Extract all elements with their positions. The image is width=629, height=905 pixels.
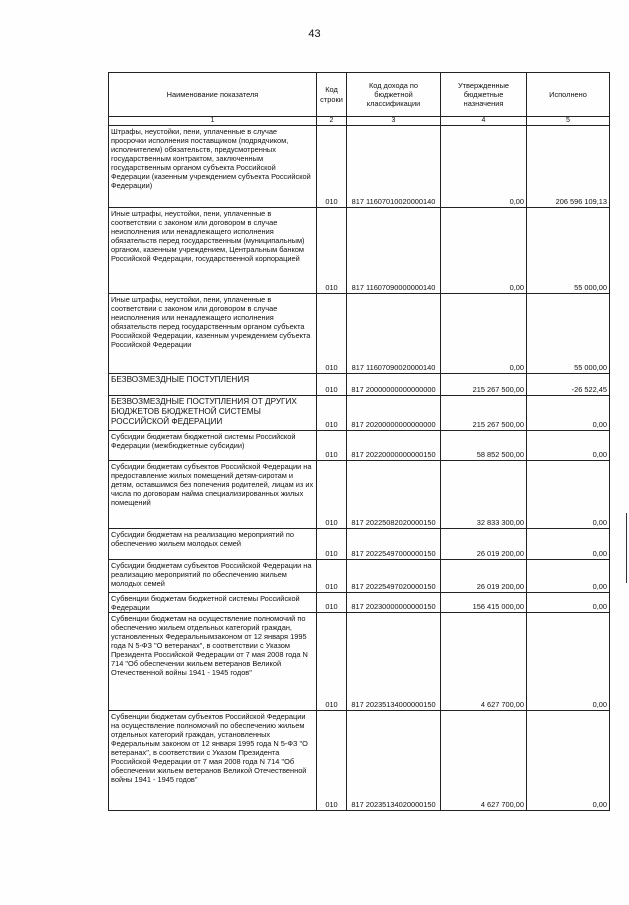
row-approved-amount: 0,00 — [441, 126, 527, 208]
row-income-code: 817 20225497000000150 — [347, 529, 441, 560]
row-income-code: 817 11607090020000140 — [347, 294, 441, 374]
row-name: Субвенции бюджетам на осуществление полномочий по обеспечению жильем отдельных категорий граждан, установленных Федеральнымзаконом от 12 января 1995 года N 5-ФЗ "О ветеранах", в соответствии с Указом Президента Российской Федерации от 7 мая 2008 года N 714 "Об обеспечении жильем ветеранов Великой Отечественной войны 1941 - 1945 годов" — [109, 613, 317, 711]
row-executed-amount: 0,00 — [527, 613, 610, 711]
row-income-code: 817 20220000000000150 — [347, 431, 441, 461]
row-executed-amount: 0,00 — [527, 560, 610, 593]
table-body — [109, 117, 610, 811]
row-name: Штрафы, неустойки, пени, уплаченные в случае просрочки исполнения поставщиком (подрядчиком, исполнителем) обязательств, предусмотренных государственным контрактом, заключенным государственным органом субъекта Российской Федерации (казенным учреждением субъекта Российской Федерации) — [109, 126, 317, 208]
row-executed-amount: 0,00 — [527, 711, 610, 811]
table-row — [109, 431, 610, 461]
row-executed-amount: -26 522,45 — [527, 374, 610, 396]
page-number: 43 — [308, 28, 321, 40]
budget-report-table — [108, 72, 610, 811]
row-line-code: 010 — [317, 126, 347, 208]
table-row — [109, 613, 610, 711]
table-row — [109, 593, 610, 613]
row-name: БЕЗВОЗМЕЗДНЫЕ ПОСТУПЛЕНИЯ — [109, 374, 317, 396]
row-name: Субсидии бюджетам субъектов Российской Федерации на предоставление жилых помещений детям-сиротам и детям, оставшимся без попечения родителей, лицам из их числа по договорам найма специализированных жилых помещений — [109, 461, 317, 529]
row-approved-amount: 215 267 500,00 — [441, 396, 527, 431]
table-row — [109, 560, 610, 593]
row-line-code: 010 — [317, 431, 347, 461]
row-name: Субвенции бюджетам бюджетной системы Российской Федерации — [109, 593, 317, 613]
row-executed-amount: 0,00 — [527, 431, 610, 461]
row-name: БЕЗВОЗМЕЗДНЫЕ ПОСТУПЛЕНИЯ ОТ ДРУГИХ БЮДЖЕТОВ БЮДЖЕТНОЙ СИСТЕМЫ РОССИЙСКОЙ ФЕДЕРАЦИИ — [109, 396, 317, 431]
table-row — [109, 374, 610, 396]
row-income-code: 817 20225082020000150 — [347, 461, 441, 529]
row-income-code: 817 20230000000000150 — [347, 593, 441, 613]
row-income-code: 817 20200000000000000 — [347, 396, 441, 431]
row-name: Субвенции бюджетам субъектов Российской Федерации на осуществление полномочий по обеспечению жильем отдельных категорий граждан, установленных Федеральным законом от 12 января 1995 года N 5-ФЗ "О ветеранах", в соответствии с Указом Президента Российской Федерации от 7 мая 2008 года N 714 "Об обеспечении жильем ветеранов Великой Отечественной войны 1941 - 1945 годов" — [109, 711, 317, 811]
row-executed-amount: 55 000,00 — [527, 294, 610, 374]
margin-scan-mark — [626, 513, 627, 583]
column-number-row — [109, 117, 610, 126]
row-income-code: 817 11607010020000140 — [347, 126, 441, 208]
row-name: Субсидии бюджетам субъектов Российской Федерации на реализацию мероприятий по обеспечению жильем молодых семей — [109, 560, 317, 593]
row-line-code: 010 — [317, 593, 347, 613]
row-executed-amount: 0,00 — [527, 396, 610, 431]
row-approved-amount: 58 852 500,00 — [441, 431, 527, 461]
header-line-code: Код строки — [317, 73, 347, 117]
table-row — [109, 529, 610, 560]
row-executed-amount: 0,00 — [527, 593, 610, 613]
row-approved-amount: 32 833 300,00 — [441, 461, 527, 529]
row-approved-amount: 0,00 — [441, 208, 527, 294]
column-number: 2 — [317, 117, 347, 126]
row-income-code: 817 20225497020000150 — [347, 560, 441, 593]
table-row — [109, 461, 610, 529]
table-row — [109, 294, 610, 374]
row-income-code: 817 20235134020000150 — [347, 711, 441, 811]
row-name: Субсидии бюджетам бюджетной системы Российской Федерации (межбюджетные субсидии) — [109, 431, 317, 461]
row-approved-amount: 4 627 700,00 — [441, 613, 527, 711]
row-line-code: 010 — [317, 294, 347, 374]
row-approved-amount: 156 415 000,00 — [441, 593, 527, 613]
row-name: Субсидии бюджетам на реализацию мероприятий по обеспечению жильем молодых семей — [109, 529, 317, 560]
header-income-code: Код дохода по бюджетной классификации — [347, 73, 441, 117]
table-row — [109, 711, 610, 811]
row-executed-amount: 0,00 — [527, 461, 610, 529]
row-executed-amount: 55 000,00 — [527, 208, 610, 294]
row-approved-amount: 215 267 500,00 — [441, 374, 527, 396]
header-name: Наименование показателя — [109, 73, 317, 117]
row-line-code: 010 — [317, 208, 347, 294]
column-number: 4 — [441, 117, 527, 126]
row-approved-amount: 4 627 700,00 — [441, 711, 527, 811]
row-line-code: 010 — [317, 396, 347, 431]
row-executed-amount: 0,00 — [527, 529, 610, 560]
row-name: Иные штрафы, неустойки, пени, уплаченные в соответствии с законом или договором в случае неисполнения или ненадлежащего исполнения обязательств перед государственным органом субъекта Российской Федерации, казенным учреждением субъекта Российской Федерации — [109, 294, 317, 374]
table-header-row — [109, 73, 610, 117]
row-approved-amount: 26 019 200,00 — [441, 560, 527, 593]
row-approved-amount: 26 019 200,00 — [441, 529, 527, 560]
row-executed-amount: 206 596 109,13 — [527, 126, 610, 208]
row-line-code: 010 — [317, 560, 347, 593]
table-row — [109, 396, 610, 431]
row-line-code: 010 — [317, 461, 347, 529]
row-income-code: 817 11607090000000140 — [347, 208, 441, 294]
row-income-code: 817 20000000000000000 — [347, 374, 441, 396]
column-number: 3 — [347, 117, 441, 126]
header-approved: Утвержденные бюджетные назначения — [441, 73, 527, 117]
column-number: 5 — [527, 117, 610, 126]
row-name: Иные штрафы, неустойки, пени, уплаченные в соответствии с законом или договором в случае неисполнения или ненадлежащего исполнения обязательств перед государственным (муниципальным) органом, казенным учреждением, Центральным банком Российской Федерации, государственной корпорацией — [109, 208, 317, 294]
table-row — [109, 126, 610, 208]
budget-report-table-wrapper — [108, 72, 610, 811]
row-line-code: 010 — [317, 529, 347, 560]
row-approved-amount: 0,00 — [441, 294, 527, 374]
table-row — [109, 208, 610, 294]
row-line-code: 010 — [317, 711, 347, 811]
row-line-code: 010 — [317, 613, 347, 711]
row-income-code: 817 20235134000000150 — [347, 613, 441, 711]
column-number: 1 — [109, 117, 317, 126]
row-line-code: 010 — [317, 374, 347, 396]
header-executed: Исполнено — [527, 73, 610, 117]
